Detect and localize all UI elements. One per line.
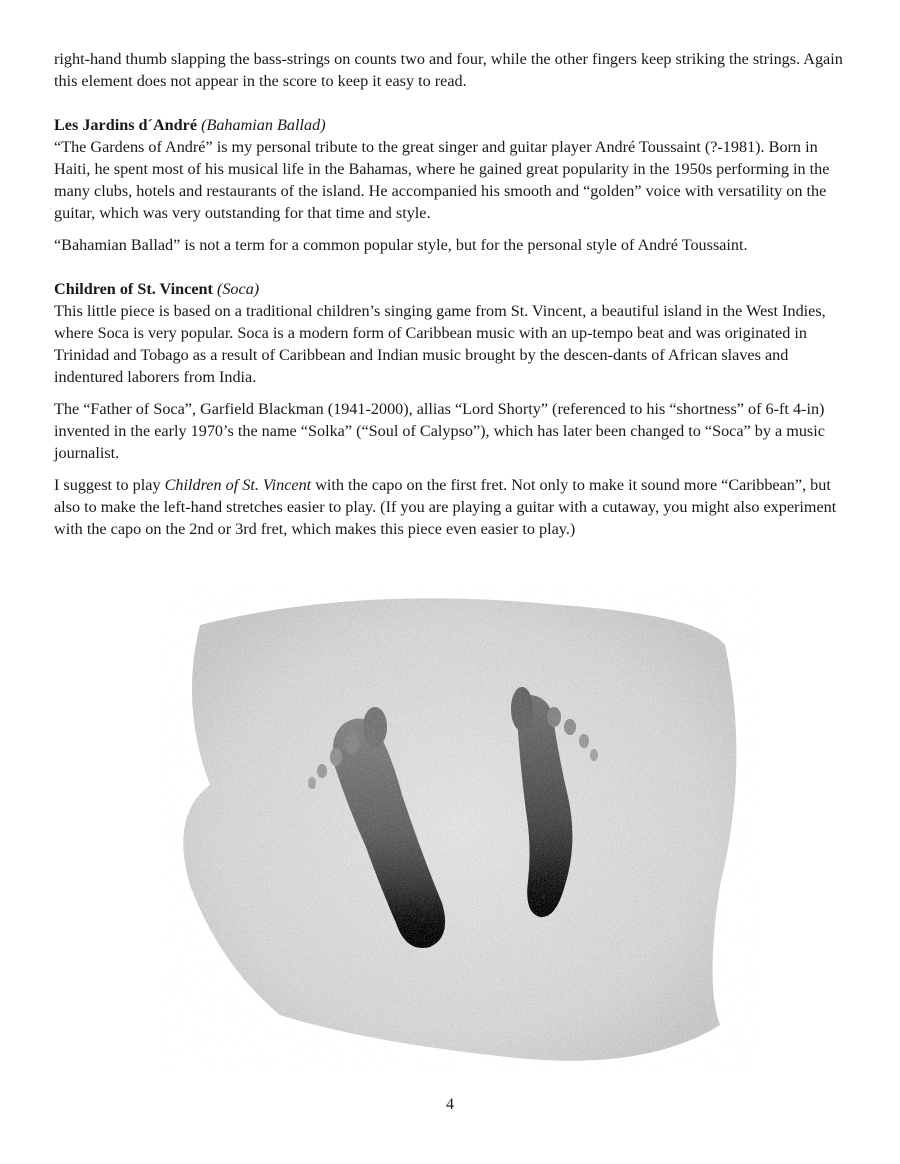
paragraph <box>54 474 846 540</box>
page-number: 4 <box>446 1096 454 1113</box>
section-children-st-vincent <box>54 278 846 540</box>
piece-title: Children of St. Vincent <box>164 476 312 494</box>
paragraph: “The Gardens of André” is my personal tribute to the great singer and guitar player André Toussaint (?-1981). Born in Haiti, he spent most of his musical life in the Bahamas, where he gained great popularity in the 1950s performing in the many clubs, hotels and restaurants of the island. He accompanied his smooth and “golden” voice with versatility on the guitar, which was very outstanding for that time and style. <box>54 138 830 222</box>
paragraph: “Bahamian Ballad” is not a term for a common popular style, but for the personal style of André Toussaint. <box>54 236 748 254</box>
footprints-illustration <box>160 585 760 1075</box>
paragraph: This little piece is based on a traditional children’s singing game from St. Vincent, a beautiful island in the West Indies, where Soca is very popular. Soca is a modern form of Caribbean music with an up-tempo beat and was originated in Trinidad and Tobago as a result of Caribbean and Indian music brought by the descen-dants of African slaves and indentured laborers from India. <box>54 302 826 386</box>
text-run: with the capo on the first fret. Not only to make it sound more “Caribbean”, but also to make the left-hand stretches easier to play. (If you are playing a guitar with a cutaway, you might also experiment with the capo on the 2nd or 3rd fret, which makes this piece even easier to play.) <box>54 476 837 538</box>
section-style: (Soca) <box>216 280 260 298</box>
section-title: Les Jardins d´André <box>54 116 198 134</box>
text-run: I suggest to play <box>54 476 165 494</box>
section-title: Children of St. Vincent <box>54 280 213 298</box>
section-heading <box>54 278 846 300</box>
section-style: (Bahamian Ballad) <box>201 116 326 134</box>
paragraph: The “Father of Soca”, Garfield Blackman (1941-2000), allias “Lord Shorty” (referenced to his “shortness” of 6-ft 4-in) invented in the early 1970’s the name “Solka” (“Soul of Calypso”), which has later been changed to “Soca” by a music journalist. <box>54 400 825 462</box>
section-heading <box>54 114 846 136</box>
sand-patch <box>183 598 736 1060</box>
page-body <box>54 48 846 540</box>
intro-paragraph: right-hand thumb slapping the bass-strings on counts two and four, while the other fingers keep striking the strings. Again this element does not appear in the score to keep it easy to read. <box>54 50 843 90</box>
section-les-jardins <box>54 114 846 256</box>
